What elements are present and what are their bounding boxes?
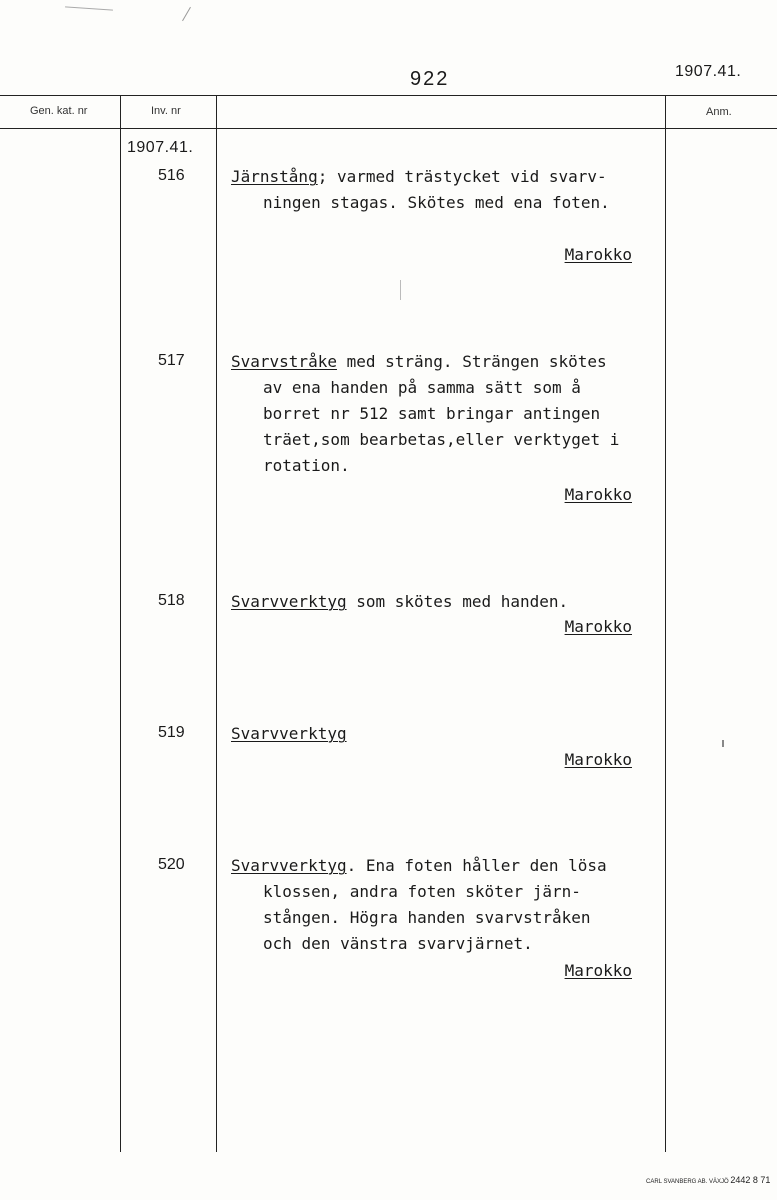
page-number: 922 <box>410 68 450 90</box>
entry-text-line <box>263 377 581 399</box>
inv-number: 519 <box>158 724 185 741</box>
entry-place: Marokko <box>564 485 632 504</box>
form-code: 2442 8 71 <box>730 1175 771 1185</box>
entry-place: Marokko <box>564 961 632 980</box>
entry-text-line <box>263 907 591 929</box>
entry-place: Marokko <box>564 750 632 769</box>
entry-description: . Ena foten håller den lösa <box>346 856 607 875</box>
inv-number: 517 <box>158 352 185 369</box>
entry-description: träet,som bearbetas,eller verktyget i <box>263 430 620 449</box>
entry-text-line <box>263 881 581 903</box>
entry-text-line <box>231 351 607 373</box>
entry-place: Marokko <box>564 617 632 636</box>
entry-text-line <box>231 166 607 188</box>
entry-place: Marokko <box>564 245 632 264</box>
footer-printer <box>646 1175 770 1185</box>
entry-text-line <box>263 403 600 425</box>
entry-term: Svarvverktyg <box>231 724 347 743</box>
entry-description: stången. Högra handen svarvstråken <box>263 908 591 927</box>
scan-mark <box>182 7 191 21</box>
entry-term: Svarvstråke <box>231 352 337 371</box>
entry-description: ; varmed trästycket vid svarv- <box>317 167 607 186</box>
entry-description: av ena handen på samma sätt som å <box>263 378 581 397</box>
entry-term: Järnstång <box>231 167 318 186</box>
entry-description: borret nr 512 samt bringar antingen <box>263 404 601 423</box>
entry-description: ningen stagas. Skötes med ena foten. <box>263 193 610 212</box>
entry-description: med sträng. Strängen skötes <box>336 352 607 371</box>
entry-description: och den vänstra svarvjärnet. <box>263 934 533 953</box>
entry-text-line <box>263 192 610 214</box>
header-bottom-rule <box>0 128 777 129</box>
scan-mark <box>400 280 401 300</box>
inv-number: 518 <box>158 592 185 609</box>
entry-text-line <box>231 591 568 613</box>
column-divider-3 <box>665 95 666 1152</box>
column-header-gen-kat-nr: Gen. kat. nr <box>30 105 88 117</box>
inv-number: 520 <box>158 856 185 873</box>
entry-description: som skötes med handen. <box>346 592 569 611</box>
printer-name: CARL SVANBERG AB. VÄXJÖ <box>646 1179 729 1185</box>
entry-text-line <box>263 429 619 451</box>
entry-text-line <box>263 455 350 477</box>
column-divider-2 <box>216 95 217 1152</box>
column-header-inv-nr: Inv. nr <box>151 105 181 117</box>
entry-text-line <box>231 855 607 877</box>
entry-text-line <box>263 933 533 955</box>
group-number: 1907.41. <box>127 139 194 156</box>
scan-mark <box>65 6 113 10</box>
column-divider-1 <box>120 95 121 1152</box>
entry-term: Svarvverktyg <box>231 856 347 875</box>
scan-mark <box>722 740 724 747</box>
entry-description: klossen, andra foten sköter järn- <box>263 882 581 901</box>
header-catalog-number: 1907.41. <box>675 63 742 80</box>
inv-number: 516 <box>158 167 185 184</box>
entry-term: Svarvverktyg <box>231 592 347 611</box>
column-header-anm: Anm. <box>706 106 732 118</box>
entry-description: rotation. <box>263 456 350 475</box>
entry-text-line <box>231 723 347 745</box>
header-top-rule <box>0 95 777 96</box>
